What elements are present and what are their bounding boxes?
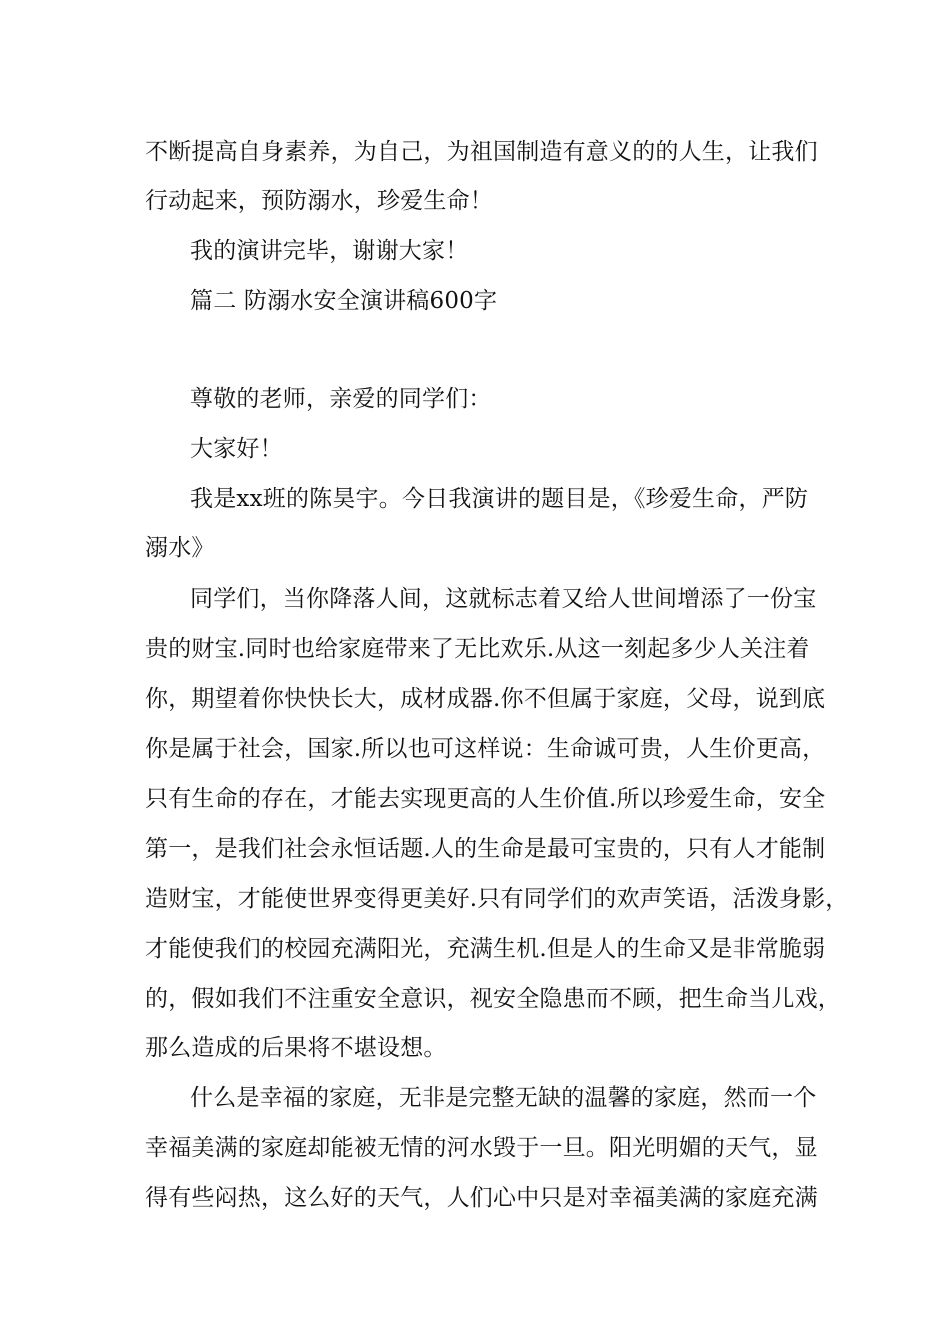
greeting: 大家好！ (190, 436, 283, 462)
salutation: 尊敬的老师，亲爱的同学们： (190, 386, 492, 412)
text-line: 不断提高自身素养，为自己，为祖国制造有意义的的人生，让我们 (145, 139, 818, 165)
text-line: 第一，是我们社会永恒话题.人的生命是最可宝贵的，只有人才能制 (145, 836, 826, 862)
text-line: 你，期望着你快快长大，成材成器.你不但属于家庭，父母，说到底 (145, 686, 826, 712)
text-line: 幸福美满的家庭却能被无情的河水毁于一旦。阳光明媚的天气，显 (145, 1135, 818, 1161)
text-line: 造财宝，才能使世界变得更美好.只有同学们的欢声笑语，活泼身影， (145, 886, 849, 912)
text-line: 贵的财宝.同时也给家庭带来了无比欢乐.从这一刻起多少人关注着 (145, 636, 810, 662)
text-line: 同学们，当你降落人间，这就标志着又给人世间增添了一份宝 (190, 586, 817, 612)
text-line: 你是属于社会，国家.所以也可这样说：生命诚可贵，人生价更高， (145, 736, 826, 762)
text-line: 的，假如我们不注重安全意识，视安全隐患而不顾，把生命当儿戏， (145, 986, 841, 1012)
text-line: 我是xx班的陈昊宇。今日我演讲的题目是，《珍爱生命，严防 (190, 486, 809, 512)
text-line: 溺水》 (145, 535, 215, 561)
text-line: 那么造成的后果将不堪设想。 (145, 1035, 447, 1061)
text-line: 才能使我们的校园充满阳光，充满生机.但是人的生命又是非常脆弱 (145, 936, 826, 962)
text-line: 我的演讲完毕，谢谢大家！ (190, 238, 469, 264)
text-line: 什么是幸福的家庭，无非是完整无缺的温馨的家庭，然而一个 (190, 1085, 817, 1111)
text-line: 行动起来，预防溺水，珍爱生命！ (145, 188, 493, 214)
section-heading: 篇二 防溺水安全演讲稿600字 (190, 288, 498, 314)
text-line: 只有生命的存在，才能去实现更高的人生价值.所以珍爱生命，安全 (145, 786, 826, 812)
text-line: 得有些闷热，这么好的天气，人们心中只是对幸福美满的家庭充满 (145, 1185, 818, 1211)
